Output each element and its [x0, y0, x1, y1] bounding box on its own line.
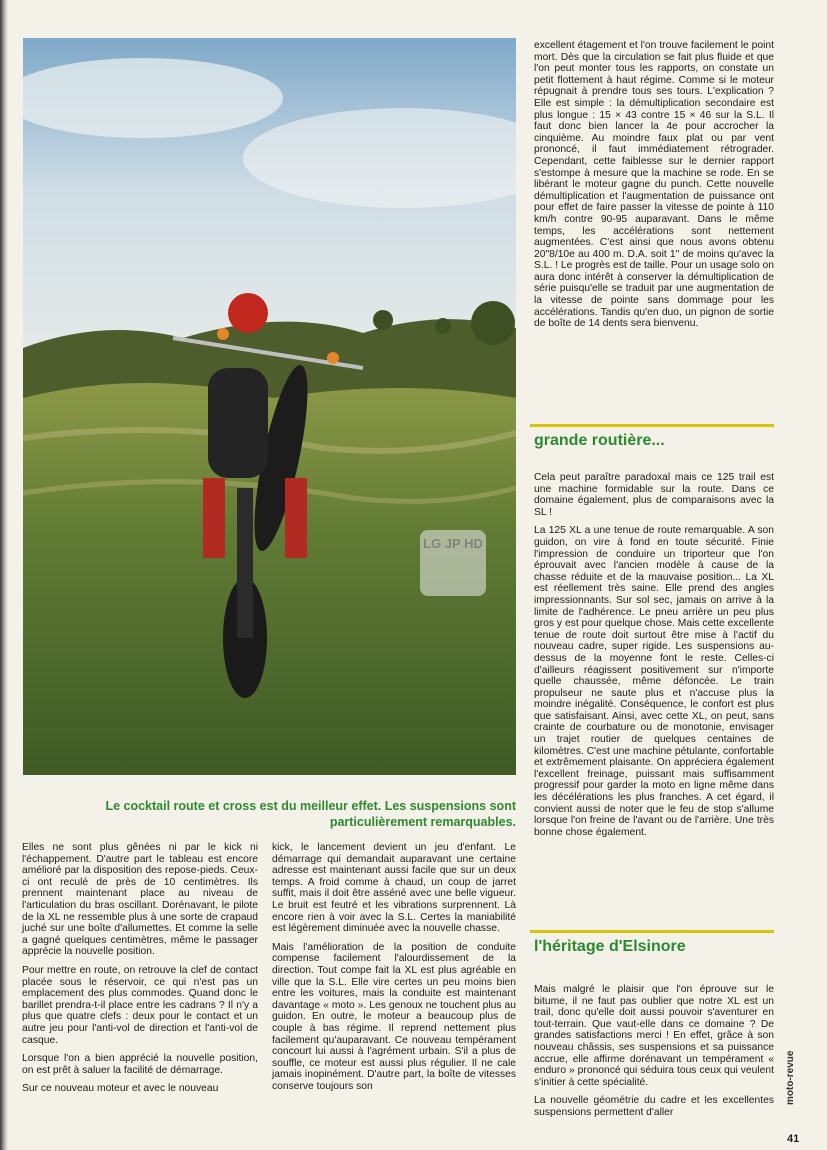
- paragraph: Mais l'amélioration de la position de conduite compense facilement l'alourdissement de la direction. Tout compe fait la XL est plus agréable en ville que la S.L. Elle vire certes un peu moins bien entre les voitures, mais la conduite est maintenant davantage « moto ». Les genoux ne touchent plus au guidon. En outre, le moteur a beaucoup plus de couple à bas régime. Il reprend nettement plus facilement qu'auparavant. Ce nouveau tempérament concourt lui aussi à l'agrément urbain. S'il a plus de souffle, ce moteur est aussi plus régulier. Il ne cale jamais inopinément. D'autre part, la boîte de vitesses conserve toujours son: [272, 941, 516, 1092]
- article-column-1: [22, 842, 258, 1102]
- section-title: grande routière...: [534, 432, 665, 449]
- article-column-3-top: [534, 40, 774, 337]
- paragraph: Mais malgré le plaisir que l'on éprouve sur le bitume, il ne faut pas oublier que notre XL est un trail, donc qu'elle doit aussi pouvoir s'aventurer en tout-terrain. Que vaut-elle dans ce domaine ? De grandes satisfactions merci ! En effet, grâce à son nouveau châssis, ses suspensions et sa puissance accrue, elle affirme dorénavant un tempérament « enduro » prononcé qui séduira tous ceux qui veulent s'initier à cette spécialité.: [534, 984, 774, 1088]
- paragraph: Sur ce nouveau moteur et avec le nouveau: [22, 1083, 219, 1095]
- section-heading-grande-routiere: [530, 424, 774, 450]
- paragraph: Lorsque l'on a bien apprécié la nouvelle position, on est prêt à saluer la facilité de démarrage.: [22, 1053, 258, 1076]
- magazine-brand: moto-revue: [785, 1050, 796, 1105]
- paragraph: excellent étagement et l'on trouve facilement le point mort. Dès que la circulation se fait plus fluide et que l'on peut monter tous les rapports, on constate un petit flottement à haut régime. Comme si le moteur répugnait à prendre tous ses tours. L'explication ? Elle est simple : la démultiplication secondaire est plus longue : 15 × 43 contre 15 × 46 sur la S.L. Il faut donc bien lancer la 4e pour accrocher la cinquième. Au moindre faux plat ou par vent prononcé, il faut immédiatement rétrograder. Cependant, cette faiblesse sur le dernier rapport s'estompe à mesure que la machine se rode. En se libérant le moteur gagne du punch. Cette nouvelle démultiplication et l'augmentation de puissance ont pour effet de faire passer la vitesse de pointe à 110 km/h contre 90-95 auparavant. Dans le même temps, les accélérations sont nettement augmentées. C'est ainsi que nous avons obtenu 20"8/10e au 400 m. D.A. soit 1" de moins qu'avec la S.L. ! Le progrès est de taille. Pour un usage solo on aura donc intérêt à conserver la démultiplication de série puisqu'elle se traduit par une augmentation de la vitesse de pointe sans dommage pour les accélérations. Tandis qu'en duo, un pignon de sortie de boîte de 14 dents sera bienvenu.: [534, 40, 774, 330]
- photo-caption: Le cocktail route et cross est du meilleur effet. Les suspensions sont particulièrement remarquables.: [105, 799, 516, 829]
- article-column-3-bottom: [534, 984, 774, 1126]
- paragraph: Pour mettre en route, on retrouve la clef de contact placée sous le réservoir, ce qui n'est pas un emplacement des plus commodes. Quand donc le barillet prendra-t-il place entre les cadrans ? Il n'y a plus que quatre clefs : deux pour le contact et un autre jeu pour l'anti-vol de direction et l'anti-vol de casque.: [22, 964, 258, 1046]
- page-binding-edge: [0, 0, 8, 1150]
- paragraph: Elles ne sont plus gênées ni par le kick ni l'échappement. D'autre part le tableau est encore amélioré par la disposition des repose-pieds. Ceux-ci ont reculé de près de 10 centimètres. Ils prennent maintenant place au niveau de l'articulation du bras oscillant. Dorénavant, le pilote de la XL ne ressemble plus à une sorte de crapaud juché sur une boîte d'allumettes. Et comme la selle a gagné quelques centimètres, même le passager apprécie la nouvelle position.: [22, 842, 258, 958]
- article-column-2: [272, 842, 516, 1099]
- paragraph: Cela peut paraître paradoxal mais ce 125 trail est une machine formidable sur la route. Dans ce domaine également, plus de comparaisons avec la SL !: [534, 472, 774, 518]
- section-heading-heritage-elsinore: [530, 930, 774, 956]
- page-number: 41: [787, 1133, 800, 1145]
- watermark-text: LG JP HD: [423, 536, 483, 551]
- paragraph: La 125 XL a une tenue de route remarquable. A son guidon, on vire à fond en toute sécurité. Finie l'impression de conduire un triporteur que l'on éprouvait avec l'ancien modèle à cause de la chasse réduite et de la mauvaise position... La XL est réellement très saine. Elle prend des angles impressionnants. Sur sol sec, jamais on arrive à la limite de l'adhérence. Le pneu arrière un peu plus gros y est pour quelque chose. Mais cette excellente tenue de route doit surtout être mise à l'actif du nouveau cadre, super rigide. Les suspensions au-dessus de la moyenne font le reste. Celles-ci d'ailleurs réagissent positivement sur n'importe quelle chaussée, même défoncée. Le train propulseur ne saute plus et n'accuse plus la moindre inégalité. Conséquence, le confort est plus que satisfaisant. Ainsi, avec cette XL, on peut, sans crainte de courbature ou de monotonie, envisager un trajet routier de quelques centaines de kilomètres. C'est une machine pétulante, confortable et extrêmement plaisante. On appréciera également l'excellent freinage, puissant mais suffisamment progressif pour garder la moto en ligne même dans les décélérations les plus franches. A cet égard, il convient aussi de noter que le feu de stop s'allume lorsque l'on freine de l'avant ou de l'arrière. Une très bonne chose également.: [534, 525, 774, 838]
- watermark-logo: [420, 530, 486, 596]
- motorcycle-wheelie-photo: [23, 38, 516, 775]
- section-title: l'héritage d'Elsinore: [534, 938, 686, 955]
- paragraph: kick, le lancement devient un jeu d'enfant. Le démarrage qui demandait auparavant une certaine adresse est maintenant aussi facile que sur un deux temps. A froid comme à chaud, un coup de jarret suffit, mais il doit être asséné avec une belle vigueur. Le bruit est feutré et les vibrations surprennent. Là encore rien à voir avec la S.L. Certes la maniabilité est légèrement diminuée avec la nouvelle chasse.: [272, 842, 516, 935]
- paragraph: La nouvelle géométrie du cadre et les excellentes suspensions permettent d'aller: [534, 1095, 774, 1118]
- article-column-3-middle: [534, 472, 774, 845]
